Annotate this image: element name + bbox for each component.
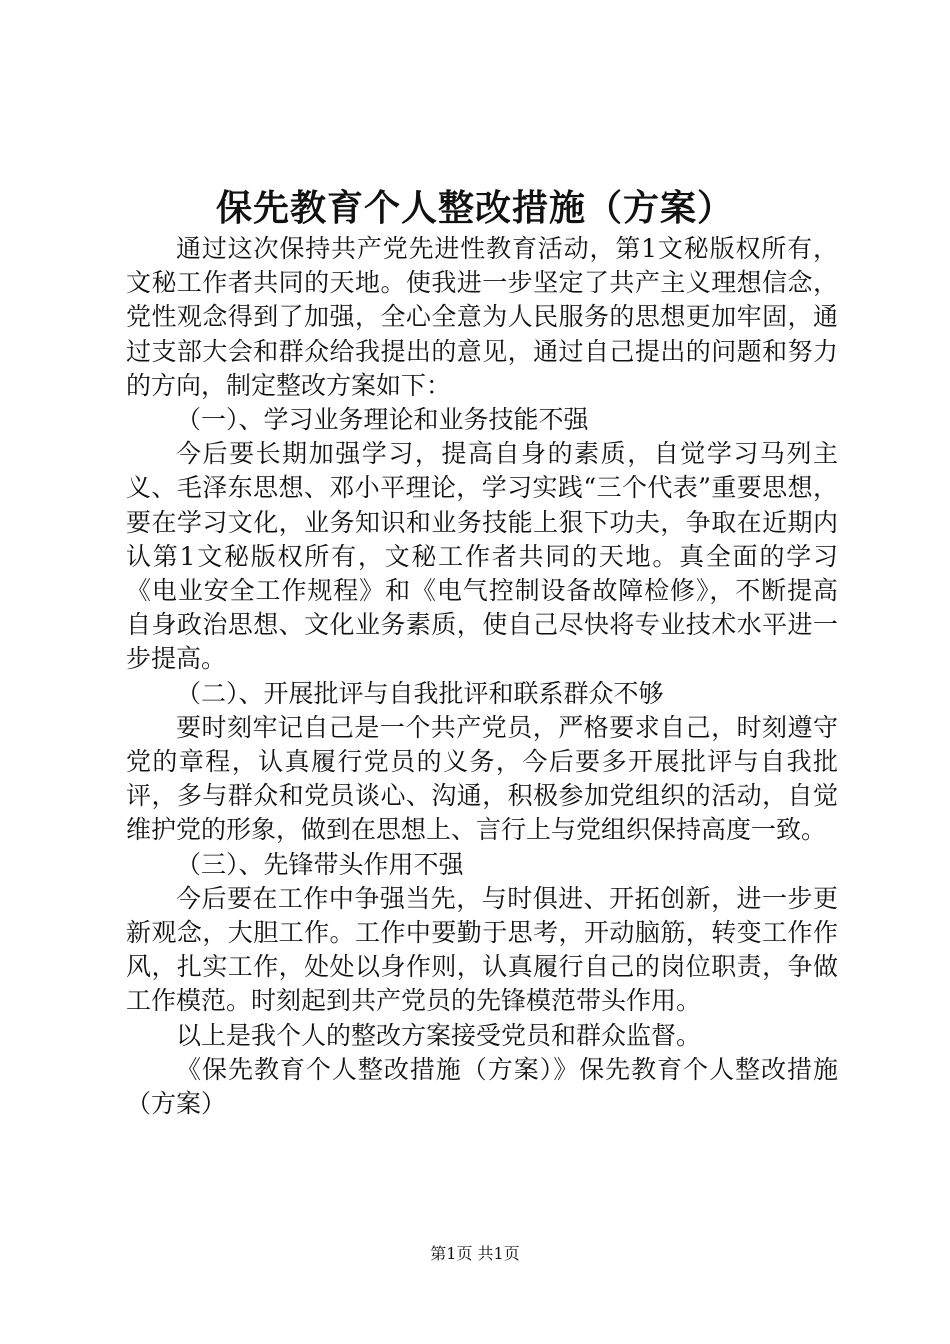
section-body-1: 今后要长期加强学习，提高自身的素质，自觉学习马列主义、毛泽东思想、邓小平理论，学习实践“三个代表”重要思想，要在学习文化，业务知识和业务技能上狠下功夫，争取在近期内认第1文秘版权所有，文秘工作者共同的天地。真全面的学习《电业安全工作规程》和《电气控制设备故障检修》，不断提高自身政治思想、文化业务素质，使自己尽快将专业技术水平进一步提高。 [126, 439, 838, 674]
page-footer: 第1页 共1页 [430, 1244, 520, 1263]
title-reference-paragraph: 《保先教育个人整改措施（方案）》保先教育个人整改措施（方案） [126, 1054, 838, 1119]
document-title: 保先教育个人整改措施（方案） [215, 187, 734, 229]
intro-paragraph: 通过这次保持共产党先进性教育活动，第1文秘版权所有，文秘工作者共同的天地。使我进一步坚定了共产主义理想信念，党性观念得到了加强，全心全意为人民服务的思想更加牢固，通过支部大会和群众给我提出的意见，通过自己提出的问题和努力的方向，制定整改方案如下： [126, 234, 838, 400]
section-heading-2: （二）、开展批评与自我批评和联系群众不够 [176, 678, 664, 708]
section-body-3: 今后要在工作中争强当先，与时俱进、开拓创新，进一步更新观念，大胆工作。工作中要勤于思考，开动脑筋，转变工作作风，扎实工作，处处以身作则，认真履行自己的岗位职责，争做工作模范。时刻起到共产党员的先锋模范带头作用。 [126, 883, 838, 1016]
section-heading-3: （三）、先锋带头作用不强 [176, 849, 464, 879]
document-body [126, 232, 838, 1121]
closing-paragraph: 以上是我个人的整改方案接受党员和群众监督。 [176, 1020, 702, 1050]
section-heading-1: （一）、学习业务理论和业务技能不强 [176, 405, 589, 435]
section-body-2: 要时刻牢记自己是一个共产党员，严格要求自己，时刻遵守党的章程，认真履行党员的义务，今后要多开展批评与自我批评，多与群众和党员谈心、沟通，积极参加党组织的活动，自觉维护党的形象，做到在思想上、言行上与党组织保持高度一致。 [126, 712, 838, 845]
